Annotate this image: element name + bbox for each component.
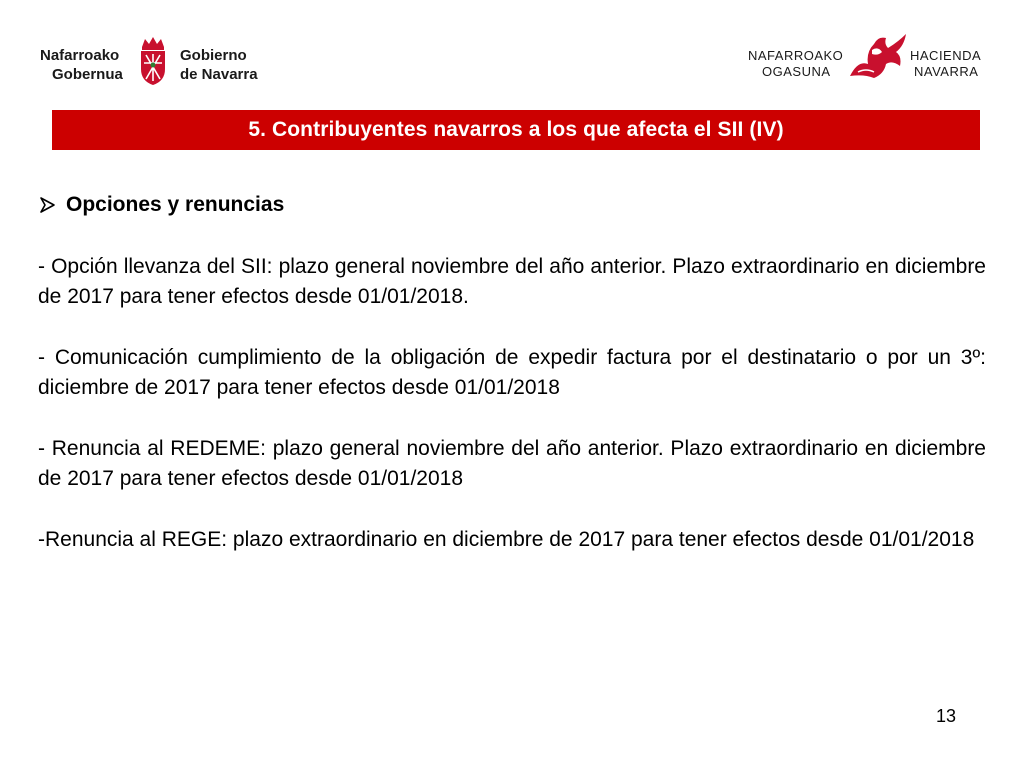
paragraph-renuncia-rege: -Renuncia al REGE: plazo extraordinario en diciembre de 2017 para tener efectos desde 01/01/2018 — [38, 528, 975, 551]
slide-content — [38, 190, 986, 586]
paragraph-renuncia-redeme: - Renuncia al REDEME: plazo general noviembre del año anterior. Plazo extraordinario en diciembre de 2017 para tener efectos desde 01/01/2018 — [38, 437, 986, 490]
gobierno-navarra-logo — [40, 35, 260, 90]
title-bar — [52, 110, 980, 150]
logo-left-text-1: Nafarroako — [40, 47, 120, 64]
section-heading-text: Opciones y renuncias — [66, 193, 285, 216]
logo-left-text-3: Gobierno — [180, 47, 247, 64]
logo-right-text-4: NAVARRA — [914, 64, 979, 79]
logo-right-text-2: OGASUNA — [762, 64, 831, 79]
slide-title: 5. Contribuyentes navarros a los que afecta el SII (IV) — [248, 118, 784, 141]
arrow-bullet-icon — [38, 195, 58, 215]
hacienda-navarra-logo — [748, 30, 988, 85]
logo-right-text-3: HACIENDA — [910, 48, 982, 63]
logo-left-text-2: Gobernua — [52, 66, 123, 83]
paragraph-comunicacion: - Comunicación cumplimiento de la obligación de expedir factura por el destinatario o por un 3º: diciembre de 2017 para tener efectos desde 01/01/2018 — [38, 346, 986, 399]
page-number: 13 — [936, 706, 957, 726]
hacienda-emblem-icon — [844, 30, 912, 80]
logo-left-text-4: de Navarra — [180, 66, 258, 83]
logo-right-text-1: NAFARROAKO — [748, 48, 844, 63]
navarra-coat-of-arms-icon — [136, 35, 170, 87]
section-heading — [38, 190, 986, 220]
paragraph-opcion-sii: - Opción llevanza del SII: plazo general noviembre del año anterior. Plazo extraordinario en diciembre de 2017 para tener efectos desde 01/01/2018. — [38, 255, 986, 308]
